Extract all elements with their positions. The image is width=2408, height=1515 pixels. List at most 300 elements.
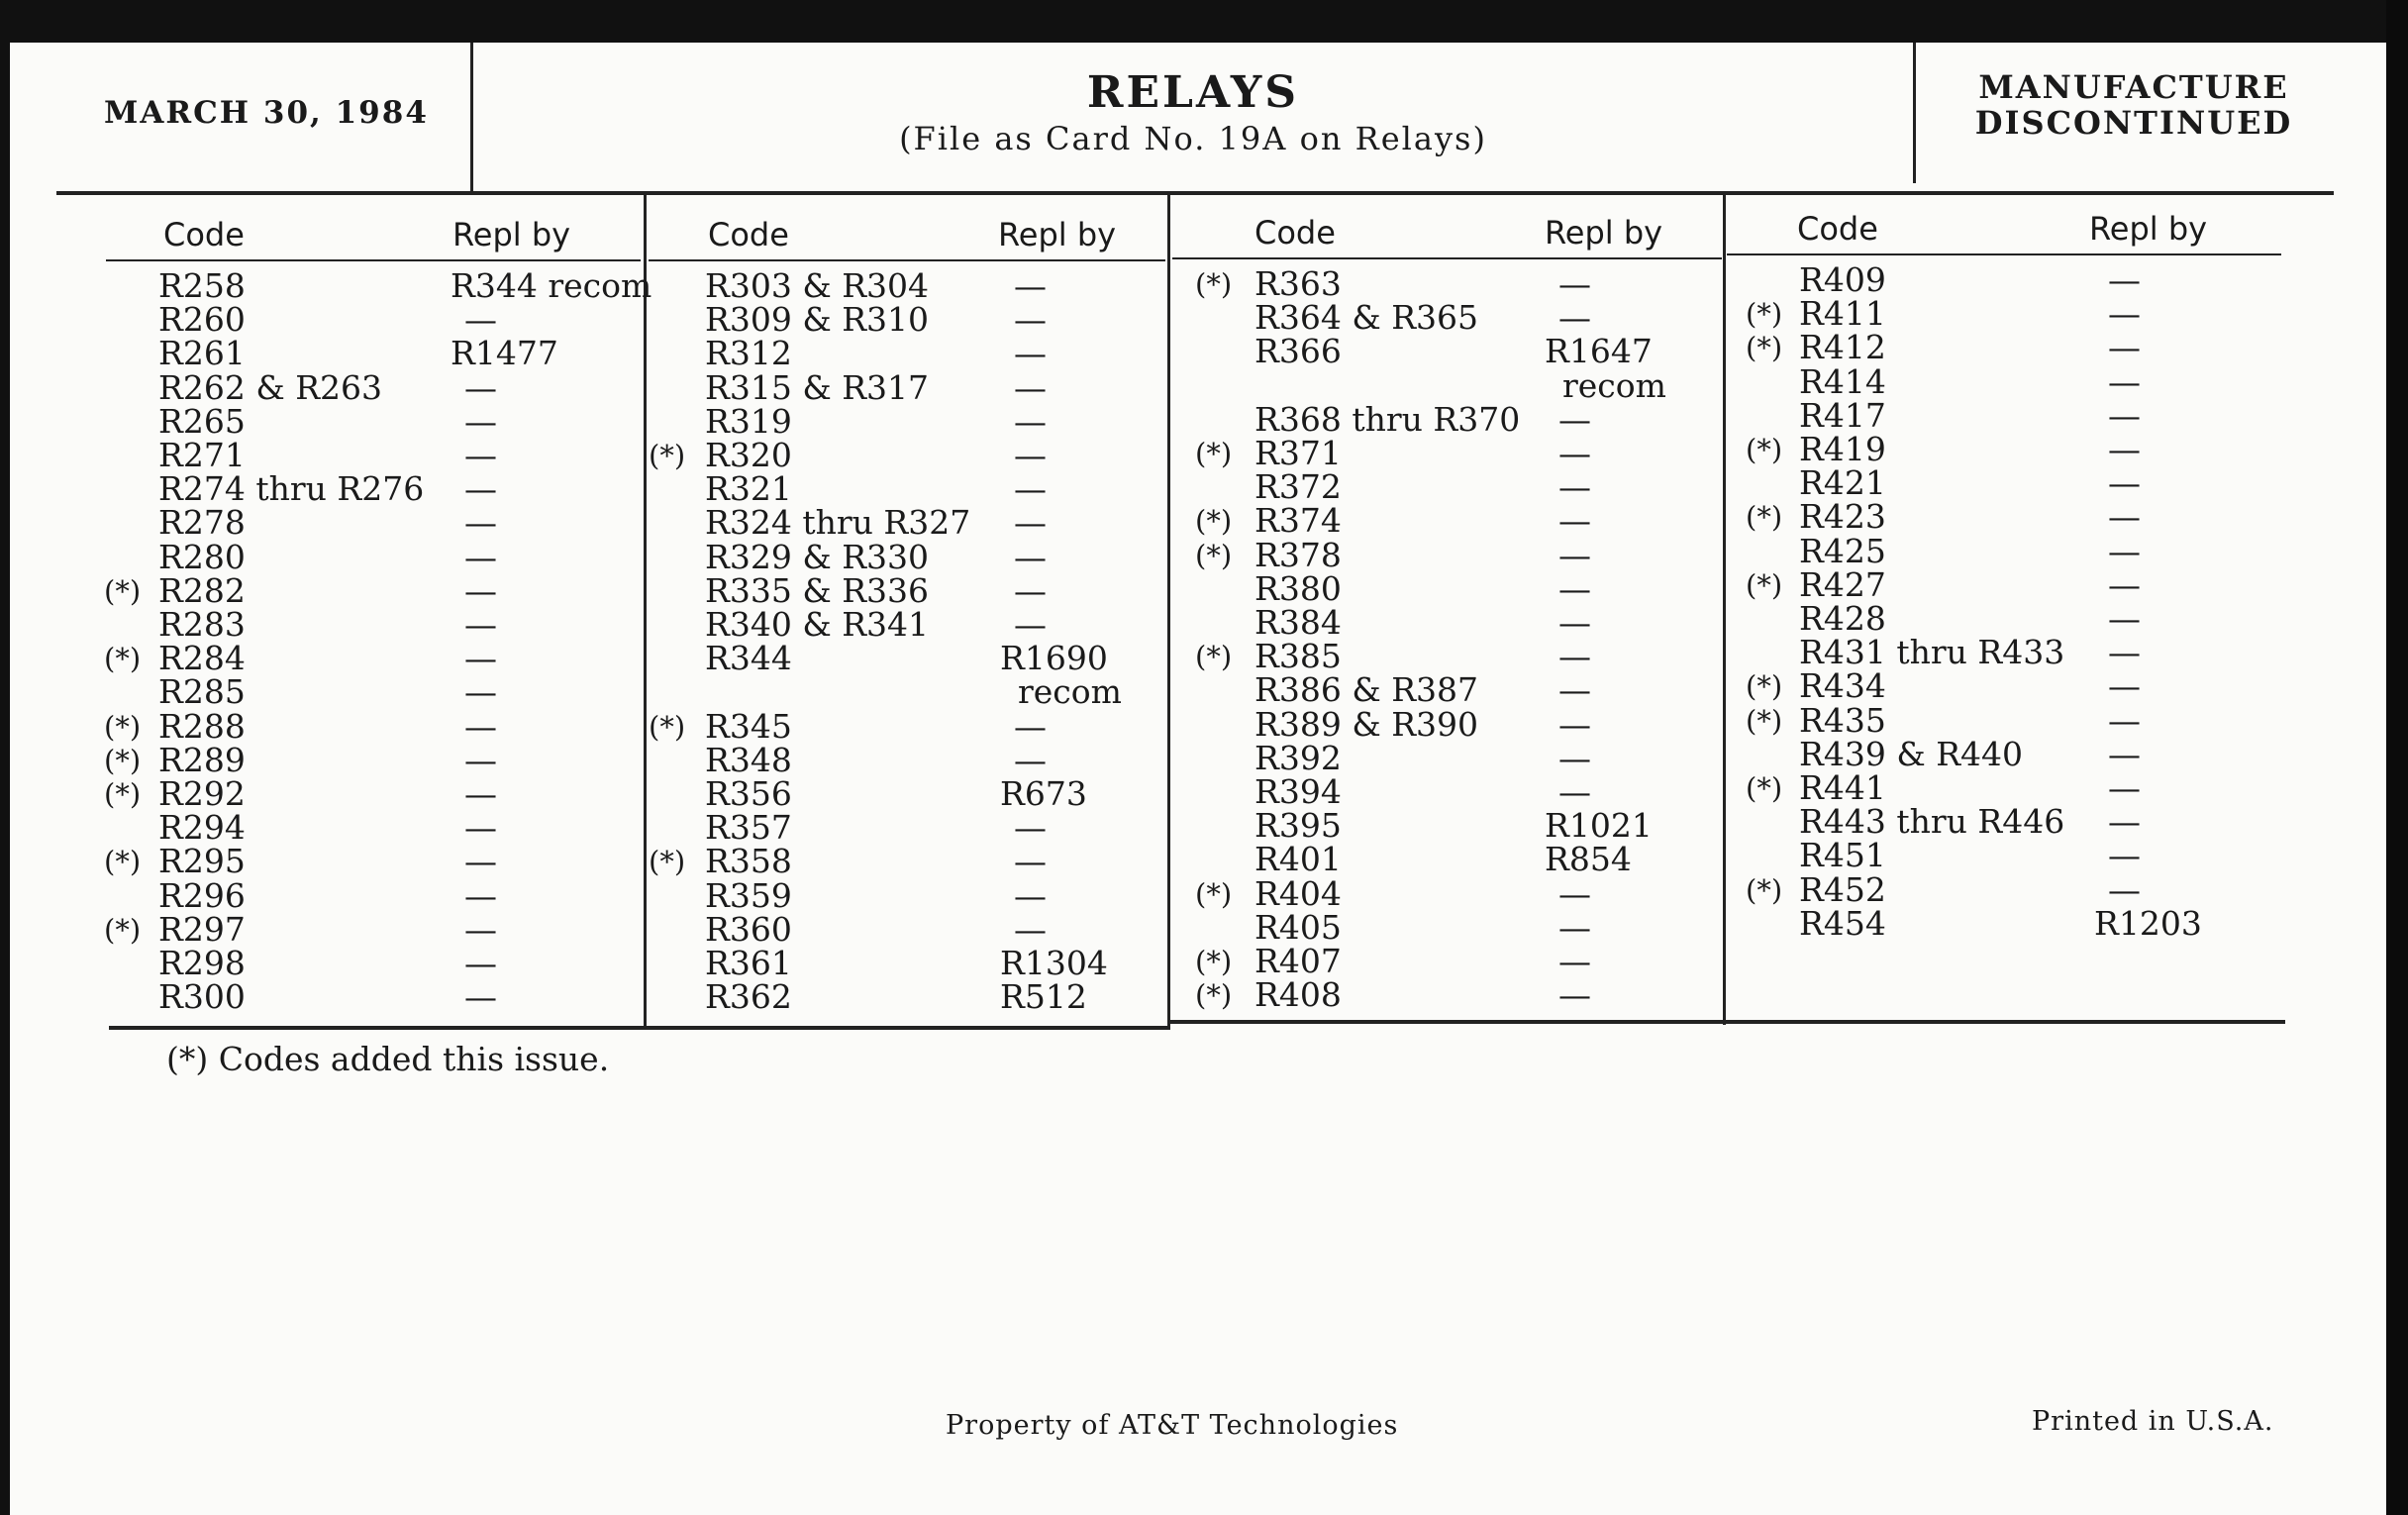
table-row <box>1728 531 2262 570</box>
added-marker: (*) <box>1746 771 1783 805</box>
table-row <box>649 503 1183 543</box>
repl-cell: — <box>1014 469 1047 509</box>
repl-cell: — <box>1014 334 1047 373</box>
code-cell: R303 & R304 <box>705 266 930 305</box>
table-row <box>104 944 639 982</box>
status-line-2: DISCONTINUED <box>1974 104 2293 142</box>
repl-cell: — <box>1558 637 1591 676</box>
added-marker: (*) <box>104 573 142 608</box>
table-row <box>649 875 1183 915</box>
table-row <box>104 436 639 474</box>
col3-header-rule <box>1172 257 1722 259</box>
repl-cell: — <box>2108 294 2141 334</box>
repl-cell: — <box>1014 842 1047 881</box>
repl-cell: — <box>1558 704 1591 744</box>
added-marker: (*) <box>1195 945 1233 978</box>
repl-cell: — <box>1558 603 1591 642</box>
repl-header: Repl by <box>1545 214 1663 252</box>
repl-cell: — <box>1558 434 1591 472</box>
added-marker: (*) <box>1195 640 1233 674</box>
repl-cell: — <box>1558 399 1591 439</box>
repl-cell: — <box>1558 942 1591 980</box>
repl-cell: R1647 <box>1545 332 1653 371</box>
table-row <box>1728 700 2262 740</box>
repl-cell: — <box>1014 503 1047 543</box>
code-header: Code <box>1797 210 1878 248</box>
table-row <box>1173 365 1708 405</box>
repl-cell: — <box>464 672 497 712</box>
code-cell: R309 & R310 <box>705 300 930 340</box>
table-top-rule <box>56 191 2334 195</box>
code-cell: R363 <box>1254 264 1342 303</box>
code-cell: R288 <box>158 706 246 746</box>
table-row <box>649 401 1183 441</box>
table-row <box>104 875 639 915</box>
code-cell: R443 thru R446 <box>1799 802 2065 842</box>
table-row <box>1728 260 2262 299</box>
code-cell: R321 <box>705 469 792 509</box>
added-marker: (*) <box>1195 504 1233 539</box>
code-cell: R380 <box>1254 568 1342 608</box>
code-header: Code <box>708 216 789 253</box>
code-cell: R451 <box>1799 836 1886 875</box>
code-cell: R427 <box>1799 564 1886 604</box>
repl-cell: — <box>2108 395 2141 435</box>
code-cell: R261 <box>158 334 246 373</box>
repl-cell: — <box>464 639 497 678</box>
title-block <box>475 67 1911 158</box>
code-cell: R439 & R440 <box>1799 734 2024 773</box>
code-cell: R411 <box>1799 294 1886 334</box>
added-marker: (*) <box>104 777 142 811</box>
code-cell: R258 <box>158 266 246 305</box>
repl-cell: — <box>2108 430 2141 468</box>
table-row <box>1728 869 2262 909</box>
code-cell: R283 <box>158 605 246 644</box>
code-cell: R428 <box>1799 599 1886 638</box>
table-row <box>104 808 639 848</box>
repl-cell: — <box>1558 738 1591 777</box>
repl-cell: — <box>1558 264 1591 303</box>
code-cell: R297 <box>158 909 246 949</box>
header-divider-right <box>1913 43 1916 183</box>
added-marker: (*) <box>1746 433 1783 466</box>
repl-cell: — <box>1558 907 1591 947</box>
header-divider-left <box>470 43 473 193</box>
repl-cell: — <box>2108 700 2141 740</box>
table-row <box>1728 497 2262 537</box>
table-row <box>104 672 639 712</box>
table-row <box>1173 501 1708 541</box>
added-marker: (*) <box>1195 437 1233 470</box>
issue-date: MARCH 30, 1984 <box>104 95 429 131</box>
table-row <box>104 401 639 441</box>
footnote: (*) Codes added this issue. <box>166 1040 610 1078</box>
repl-cell: — <box>1014 909 1047 949</box>
code-cell: R404 <box>1254 873 1342 913</box>
code-cell: R295 <box>158 842 246 881</box>
added-marker: (*) <box>1195 978 1233 1013</box>
table-row <box>1728 802 2262 842</box>
table-row <box>1173 467 1708 507</box>
added-marker: (*) <box>649 845 686 879</box>
added-marker: (*) <box>104 642 142 676</box>
repl-cell: R673 <box>1000 774 1087 813</box>
table-row <box>649 944 1183 982</box>
code-cell: R298 <box>158 944 246 982</box>
repl-cell: — <box>1558 772 1591 811</box>
code-cell: R357 <box>705 808 792 848</box>
code-cell: R320 <box>705 436 792 474</box>
repl-cell: — <box>464 570 497 610</box>
table-row <box>1173 332 1708 371</box>
table-row <box>1173 399 1708 439</box>
table-row <box>649 740 1183 779</box>
table-row <box>104 469 639 509</box>
code-cell: R386 & R387 <box>1254 670 1479 710</box>
table-row <box>1728 430 2262 468</box>
table-row <box>1173 772 1708 811</box>
code-cell: R359 <box>705 875 792 915</box>
code-cell: R345 <box>705 706 792 746</box>
added-marker: (*) <box>1746 872 1783 907</box>
table-row <box>1728 903 2262 943</box>
table-row <box>1173 704 1708 744</box>
table-row <box>1728 836 2262 875</box>
code-cell: R407 <box>1254 942 1342 980</box>
scan-edge <box>2386 0 2408 1515</box>
table-row <box>104 300 639 340</box>
page-subtitle: (File as Card No. 19A on Relays) <box>899 120 1487 157</box>
code-cell: R417 <box>1799 395 1886 435</box>
repl-cell: — <box>464 469 497 509</box>
code-cell: R401 <box>1254 840 1342 879</box>
table-row <box>104 706 639 746</box>
code-cell: R292 <box>158 774 246 813</box>
repl-cell: — <box>464 300 497 340</box>
added-marker: (*) <box>1746 297 1783 332</box>
repl-cell: — <box>464 808 497 848</box>
repl-cell: — <box>1014 706 1047 746</box>
repl-cell: R1304 <box>1000 944 1108 982</box>
code-cell: R324 thru R327 <box>705 503 971 543</box>
page-title: RELAYS <box>1086 67 1300 118</box>
code-cell: R425 <box>1799 531 1886 570</box>
code-cell: R361 <box>705 944 792 982</box>
table-row <box>649 639 1183 678</box>
code-cell: R423 <box>1799 497 1886 537</box>
status-line-1: MANUFACTURE <box>1978 68 2289 106</box>
code-cell: R392 <box>1254 738 1342 777</box>
table-row <box>104 537 639 576</box>
table-row <box>104 367 639 407</box>
table-row <box>1173 738 1708 777</box>
code-cell: R368 thru R370 <box>1254 399 1521 439</box>
repl-cell: — <box>1014 367 1047 407</box>
added-marker: (*) <box>104 845 142 879</box>
table-row <box>1173 568 1708 608</box>
repl-cell: — <box>464 605 497 644</box>
table-row <box>104 740 639 779</box>
repl-cell: — <box>464 706 497 746</box>
table-row <box>1728 599 2262 638</box>
code-cell: R435 <box>1799 700 1886 740</box>
code-cell: R419 <box>1799 430 1886 468</box>
code-cell: R300 <box>158 977 246 1017</box>
table-row <box>104 909 639 949</box>
code-cell: R454 <box>1799 903 1886 943</box>
repl-cell: — <box>1558 298 1591 338</box>
table-row <box>1173 873 1708 913</box>
table-row <box>649 909 1183 949</box>
table-row <box>1173 535 1708 574</box>
table-row <box>104 774 639 813</box>
table-row <box>649 266 1183 305</box>
table-row <box>649 570 1183 610</box>
table-row <box>1728 463 2262 503</box>
code-cell: R271 <box>158 436 246 474</box>
table-row <box>649 774 1183 813</box>
code-cell: R358 <box>705 842 792 881</box>
repl-cell: recom <box>1018 672 1122 712</box>
table-row <box>1728 768 2262 807</box>
repl-cell: recom <box>1562 365 1666 405</box>
added-marker: (*) <box>1746 500 1783 535</box>
table-row <box>1173 434 1708 472</box>
repl-cell: R854 <box>1545 840 1632 879</box>
repl-cell: — <box>464 875 497 915</box>
code-cell: R405 <box>1254 907 1342 947</box>
table-row <box>649 672 1183 712</box>
added-marker: (*) <box>1195 267 1233 301</box>
repl-cell: — <box>464 842 497 881</box>
table-row <box>1728 395 2262 435</box>
table-bottom-rule-left <box>109 1026 1168 1030</box>
table-row <box>1173 975 1708 1015</box>
column-divider-1 <box>644 193 647 1030</box>
table-row <box>649 334 1183 373</box>
table-row <box>1173 840 1708 879</box>
added-marker: (*) <box>1195 538 1233 572</box>
repl-cell: — <box>2108 328 2141 367</box>
code-cell: R441 <box>1799 768 1886 807</box>
table-row <box>104 977 639 1017</box>
table-row <box>649 977 1183 1017</box>
code-cell: R395 <box>1254 806 1342 846</box>
table-row <box>1728 666 2262 706</box>
table-row <box>649 436 1183 474</box>
repl-cell: — <box>2108 564 2141 604</box>
property-notice: Property of AT&T Technologies <box>946 1410 1399 1441</box>
code-cell: R372 <box>1254 467 1342 507</box>
repl-cell: — <box>1014 401 1047 441</box>
repl-cell: — <box>464 977 497 1017</box>
repl-cell: — <box>2108 463 2141 503</box>
code-cell: R348 <box>705 740 792 779</box>
code-cell: R431 thru R433 <box>1799 633 2065 672</box>
code-cell: R414 <box>1799 361 1886 401</box>
repl-cell: — <box>1558 670 1591 710</box>
table-row <box>1728 633 2262 672</box>
table-row <box>104 266 652 305</box>
code-cell: R315 & R317 <box>705 367 930 407</box>
repl-cell: R1021 <box>1545 806 1653 846</box>
repl-cell: — <box>464 944 497 982</box>
repl-cell: — <box>2108 599 2141 638</box>
col2-header-rule <box>649 259 1165 261</box>
table-row <box>104 605 639 644</box>
table-row <box>1728 361 2262 401</box>
code-cell: R285 <box>158 672 246 712</box>
repl-cell: — <box>1558 975 1591 1015</box>
repl-cell: — <box>1014 537 1047 576</box>
code-cell: R385 <box>1254 637 1342 676</box>
repl-cell: — <box>464 909 497 949</box>
code-cell: R389 & R390 <box>1254 704 1479 744</box>
code-cell: R409 <box>1799 260 1886 299</box>
repl-cell: — <box>1014 740 1047 779</box>
repl-cell: — <box>1014 605 1047 644</box>
code-header: Code <box>1254 214 1336 252</box>
printed-notice: Printed in U.S.A. <box>2032 1406 2274 1437</box>
table-row <box>1173 806 1708 846</box>
repl-cell: R1203 <box>2094 903 2202 943</box>
code-cell: R434 <box>1799 666 1886 706</box>
repl-header: Repl by <box>2089 210 2208 248</box>
repl-cell: — <box>2108 836 2141 875</box>
table-row <box>1173 670 1708 710</box>
code-cell: R374 <box>1254 501 1342 541</box>
repl-cell: — <box>464 774 497 813</box>
table-row <box>649 367 1183 407</box>
added-marker: (*) <box>1195 876 1233 911</box>
code-header: Code <box>163 216 245 253</box>
table-row <box>104 334 639 373</box>
repl-cell: — <box>2108 633 2141 672</box>
repl-cell: — <box>464 537 497 576</box>
table-row <box>1173 637 1708 676</box>
table-row <box>649 842 1183 881</box>
repl-cell: — <box>464 436 497 474</box>
added-marker: (*) <box>104 743 142 777</box>
code-cell: R364 & R365 <box>1254 298 1479 338</box>
repl-cell: — <box>1014 808 1047 848</box>
repl-header: Repl by <box>452 216 571 253</box>
table-row <box>649 537 1183 576</box>
table-row <box>1728 734 2262 773</box>
code-cell: R294 <box>158 808 246 848</box>
repl-cell: — <box>464 740 497 779</box>
repl-cell: — <box>464 401 497 441</box>
repl-cell: — <box>2108 869 2141 909</box>
repl-cell: — <box>2108 531 2141 570</box>
code-cell: R312 <box>705 334 792 373</box>
repl-cell: R1477 <box>451 334 558 373</box>
added-marker: (*) <box>1746 567 1783 602</box>
repl-cell: — <box>1558 501 1591 541</box>
table-bottom-rule-right <box>1168 1020 2285 1024</box>
col1-header-rule <box>106 259 641 261</box>
added-marker: (*) <box>104 912 142 947</box>
code-cell: R356 <box>705 774 792 813</box>
repl-cell: — <box>2108 361 2141 401</box>
table-row <box>1173 907 1708 947</box>
table-row <box>1173 298 1708 338</box>
table-row <box>1173 942 1708 980</box>
code-cell: R284 <box>158 639 246 678</box>
code-cell: R378 <box>1254 535 1342 574</box>
repl-cell: — <box>1558 467 1591 507</box>
code-cell: R278 <box>158 503 246 543</box>
table-row <box>1728 564 2262 604</box>
repl-cell: — <box>1014 875 1047 915</box>
table-row <box>104 503 639 543</box>
repl-cell: — <box>1014 436 1047 474</box>
code-cell: R384 <box>1254 603 1342 642</box>
code-cell: R362 <box>705 977 792 1017</box>
added-marker: (*) <box>649 439 686 472</box>
repl-cell: — <box>2108 497 2141 537</box>
table-row <box>104 639 639 678</box>
code-cell: R360 <box>705 909 792 949</box>
repl-cell: R512 <box>1000 977 1087 1017</box>
table-row <box>649 706 1183 746</box>
code-cell: R265 <box>158 401 246 441</box>
code-cell: R274 thru R276 <box>158 469 425 509</box>
repl-cell: — <box>1014 266 1047 305</box>
table-row <box>104 842 639 881</box>
code-cell: R421 <box>1799 463 1886 503</box>
repl-cell: — <box>2108 260 2141 299</box>
code-cell: R319 <box>705 401 792 441</box>
code-cell: R452 <box>1799 869 1886 909</box>
added-marker: (*) <box>104 709 142 744</box>
code-cell: R282 <box>158 570 246 610</box>
repl-cell: — <box>1558 873 1591 913</box>
repl-cell: — <box>2108 802 2141 842</box>
code-cell: R340 & R341 <box>705 605 930 644</box>
repl-cell: — <box>1558 535 1591 574</box>
repl-cell: R1690 <box>1000 639 1108 678</box>
code-cell: R296 <box>158 875 246 915</box>
code-cell: R371 <box>1254 434 1342 472</box>
table-row <box>649 300 1183 340</box>
col4-header-rule <box>1727 253 2281 255</box>
code-cell: R366 <box>1254 332 1342 371</box>
table-row <box>649 605 1183 644</box>
repl-cell: R344 recom <box>451 266 652 305</box>
code-cell: R260 <box>158 300 246 340</box>
code-cell: R335 & R336 <box>705 570 930 610</box>
repl-cell: — <box>2108 734 2141 773</box>
added-marker: (*) <box>1746 669 1783 704</box>
code-cell: R408 <box>1254 975 1342 1015</box>
code-cell: R289 <box>158 740 246 779</box>
code-cell: R329 & R330 <box>705 537 930 576</box>
repl-header: Repl by <box>998 216 1117 253</box>
code-cell: R412 <box>1799 328 1886 367</box>
table-row <box>1173 264 1708 303</box>
repl-cell: — <box>1014 300 1047 340</box>
code-cell: R262 & R263 <box>158 367 383 407</box>
code-cell: R394 <box>1254 772 1342 811</box>
table-row <box>649 808 1183 848</box>
added-marker: (*) <box>649 709 686 744</box>
repl-cell: — <box>1014 570 1047 610</box>
added-marker: (*) <box>1746 331 1783 365</box>
column-divider-3 <box>1723 193 1726 1025</box>
status-block <box>1921 69 2347 141</box>
